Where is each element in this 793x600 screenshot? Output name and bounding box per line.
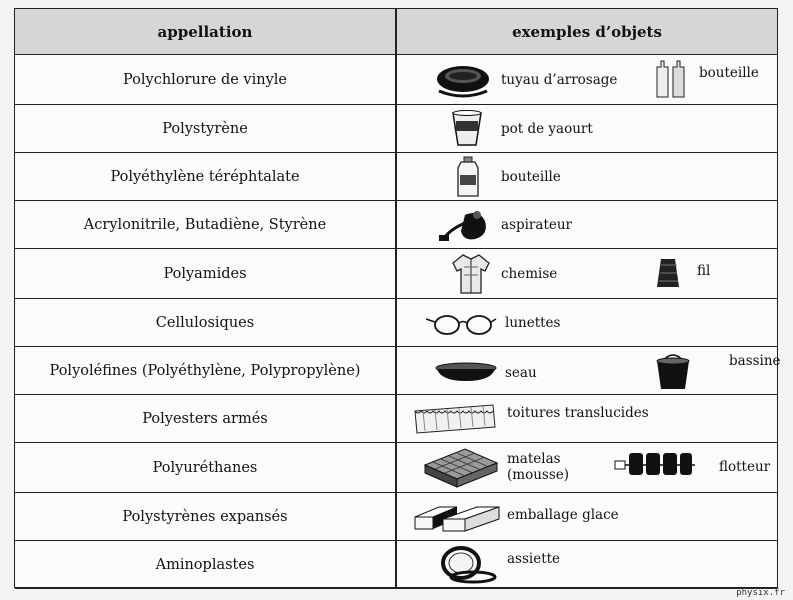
item-label: bouteille <box>699 65 759 81</box>
item-label: lunettes <box>505 315 561 331</box>
basin-icon <box>435 361 497 385</box>
item-label: tuyau d’arrosage <box>501 72 618 88</box>
hose-icon <box>435 61 493 99</box>
polymer-name: Polychlorure de vinyle <box>123 71 287 88</box>
shirt-icon <box>451 253 491 295</box>
item-label-sub: (mousse) <box>507 467 570 483</box>
mattress-icon <box>423 447 499 489</box>
item-label: matelas <box>507 451 561 467</box>
glasses-icon <box>425 313 497 337</box>
item-label: flotteur <box>719 459 771 475</box>
plastics-table <box>14 8 781 588</box>
item-label: assiette <box>507 551 561 567</box>
polymer-name: Polyesters armés <box>142 410 268 427</box>
item-label: fil <box>697 263 711 279</box>
polymer-name: Aminoplastes <box>155 556 255 573</box>
polymer-name: Cellulosiques <box>155 314 255 331</box>
polymer-name: Polystyrènes expansés <box>122 508 288 525</box>
bottles-icon <box>651 57 691 101</box>
polymer-name: Acrylonitrile, Butadiène, Styrène <box>83 216 327 233</box>
header-appellation: appellation <box>157 23 253 41</box>
item-label: aspirateur <box>501 217 573 233</box>
vacuum-icon <box>435 205 491 245</box>
item-label: seau <box>505 365 537 381</box>
header-examples: exemples d’objets <box>512 23 662 41</box>
polymer-name: Polyoléfines (Polyéthylène, Polypropylène) <box>49 362 361 379</box>
polymer-name: Polyamides <box>163 265 247 282</box>
bucket-icon <box>655 349 691 391</box>
polymer-name: Polystyrène <box>162 120 248 137</box>
float-icon <box>613 449 697 479</box>
item-label: chemise <box>501 266 558 282</box>
roof-sheet-icon <box>413 401 497 435</box>
polymer-name: Polyéthylène téréphtalate <box>110 168 300 185</box>
item-label: bouteille <box>501 169 561 185</box>
plate-icon <box>433 545 499 585</box>
column-divider <box>395 9 397 587</box>
watermark: physix.fr <box>736 588 785 598</box>
item-label: emballage glace <box>507 507 619 523</box>
polymer-name: Polyuréthanes <box>152 459 258 476</box>
thread-spool-icon <box>655 255 683 291</box>
ice-box-icon <box>413 501 503 533</box>
yogurt-pot-icon <box>451 109 483 149</box>
item-label: bassine <box>729 353 781 369</box>
item-label: toitures translucides <box>507 405 649 421</box>
bottle-icon <box>455 155 481 199</box>
item-label: pot de yaourt <box>501 121 593 137</box>
